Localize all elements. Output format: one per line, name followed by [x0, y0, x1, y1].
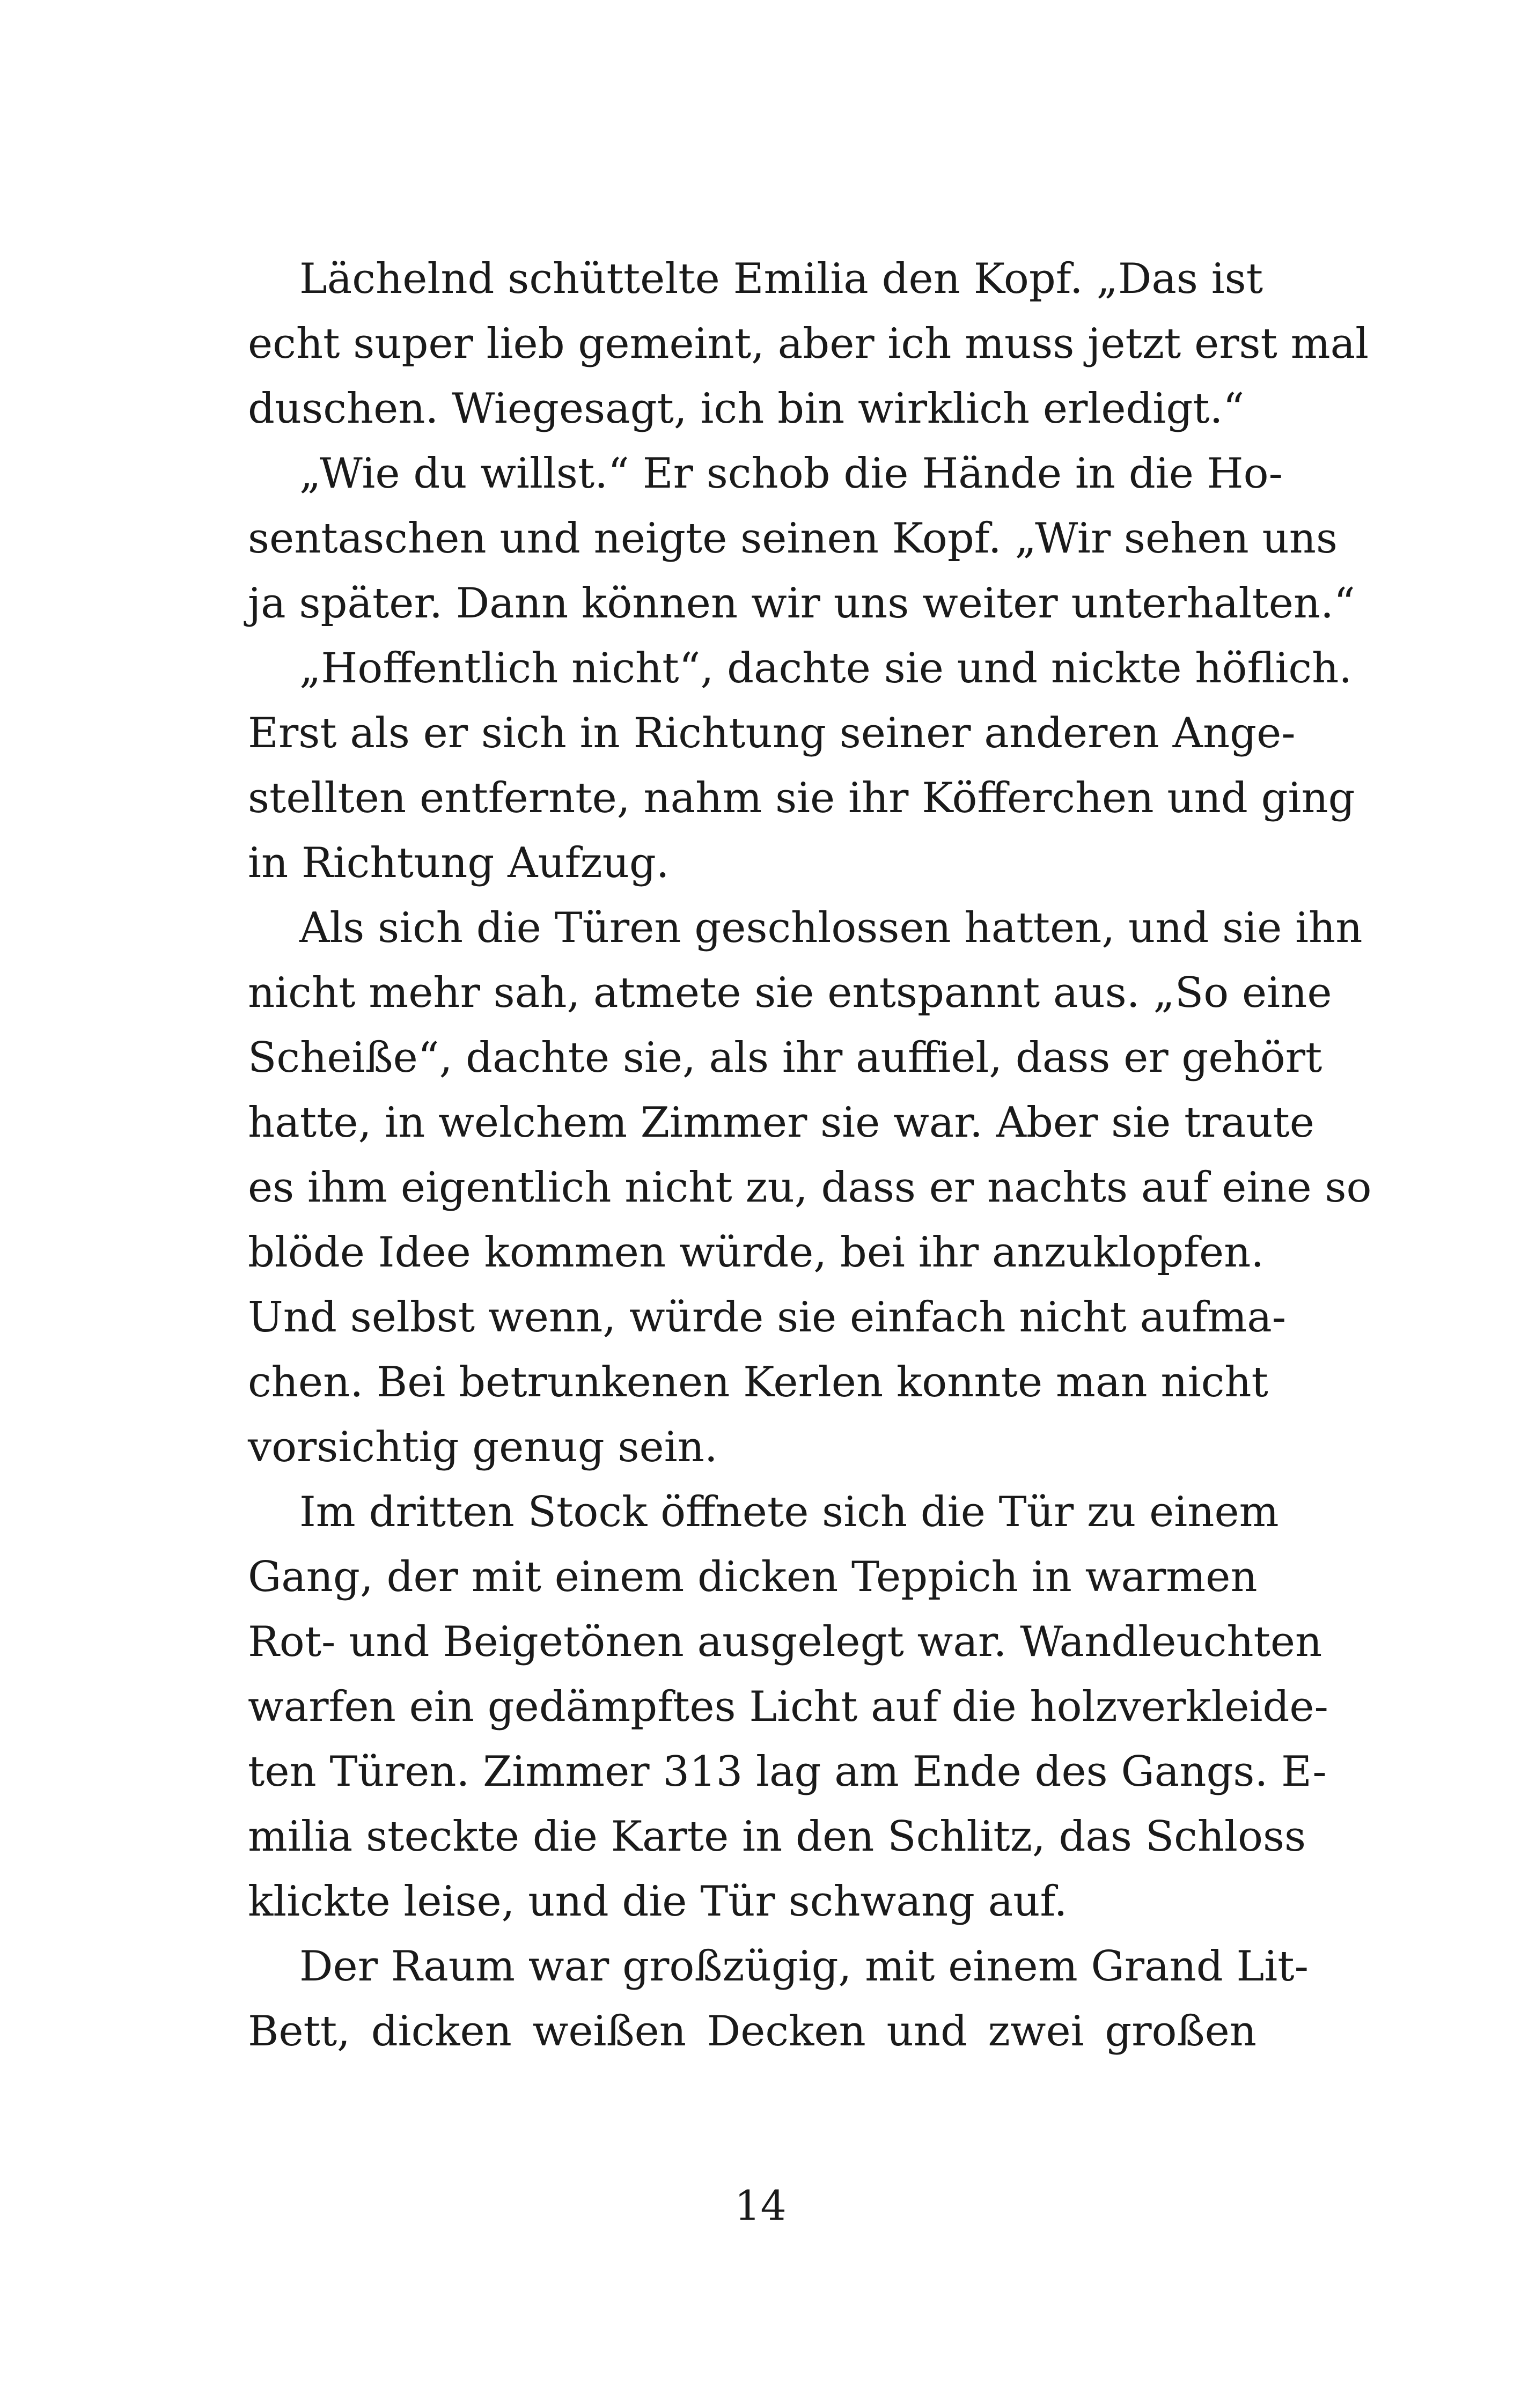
paragraph — [248, 896, 1372, 1480]
text-line: Gang, der mit einem dicken Teppich in warmen — [248, 1553, 1258, 1601]
text-line: milia steckte die Karte in den Schlitz, das Schloss — [248, 1813, 1306, 1861]
paragraph — [248, 636, 1355, 896]
paragraph — [248, 1934, 1309, 2064]
text-line: Rot- und Beigetönen ausgelegt war. Wandleuchten — [248, 1618, 1322, 1666]
text-line: Bett, dicken weißen Decken und zwei großen — [248, 2007, 1257, 2056]
text-line: Lächelnd schüttelte Emilia den Kopf. „Das ist — [299, 255, 1263, 303]
text-line: Erst als er sich in Richtung seiner anderen Ange- — [248, 709, 1296, 757]
text-line: vorsichtig genug sein. — [248, 1423, 718, 1471]
text-line: ja später. Dann können wir uns weiter unterhalten.“ — [248, 579, 1355, 628]
text-line: stellten entfernte, nahm sie ihr Köfferchen und ging — [248, 774, 1355, 822]
text-line: „Hoffentlich nicht“, dachte sie und nickte höflich. — [299, 644, 1353, 693]
text-line: Scheiße“, dachte sie, als ihr auffiel, dass er gehört — [248, 1034, 1322, 1082]
paragraph — [248, 441, 1355, 636]
text-line: klickte leise, und die Tür schwang auf. — [248, 1877, 1068, 1926]
body-text — [248, 247, 1372, 2064]
text-line: Und selbst wenn, würde sie einfach nicht aufma- — [248, 1293, 1287, 1342]
text-line: hatte, in welchem Zimmer sie war. Aber sie traute — [248, 1099, 1314, 1147]
text-line: Im dritten Stock öffnete sich die Tür zu einem — [299, 1488, 1279, 1536]
text-line: duschen. Wiegesagt, ich bin wirklich erledigt.“ — [248, 385, 1245, 433]
text-line: echt super lieb gemeint, aber ich muss jetzt erst mal — [248, 320, 1369, 368]
paragraph — [248, 1480, 1328, 1934]
text-line: chen. Bei betrunkenen Kerlen konnte man nicht — [248, 1358, 1268, 1406]
text-line: sentaschen und neigte seinen Kopf. „Wir sehen uns — [248, 514, 1338, 563]
text-line: in Richtung Aufzug. — [248, 839, 670, 887]
text-line: blöde Idee kommen würde, bei ihr anzuklopfen. — [248, 1228, 1265, 1277]
text-line: Als sich die Türen geschlossen hatten, und sie ihn — [299, 904, 1363, 952]
text-line: „Wie du willst.“ Er schob die Hände in die Ho- — [299, 450, 1283, 498]
text-line: nicht mehr sah, atmete sie entspannt aus. „So eine — [248, 969, 1332, 1017]
text-line: Der Raum war großzügig, mit einem Grand Lit- — [299, 1942, 1309, 1991]
page-number: 14 — [734, 2182, 787, 2229]
text-line: warfen ein gedämpftes Licht auf die holzverkleide- — [248, 1683, 1328, 1731]
text-line: es ihm eigentlich nicht zu, dass er nachts auf eine so — [248, 1164, 1372, 1212]
paragraph — [248, 247, 1369, 441]
text-line: ten Türen. Zimmer 313 lag am Ende des Gangs. E- — [248, 1748, 1327, 1796]
